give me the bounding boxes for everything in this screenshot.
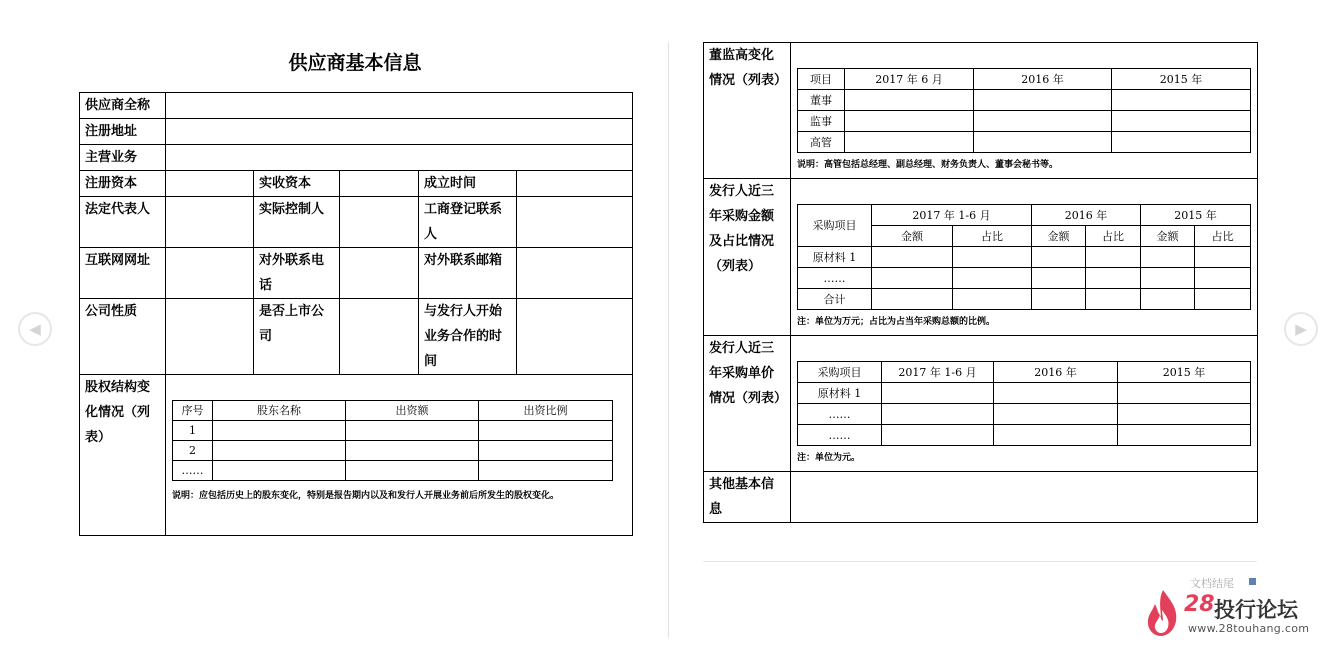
header-year: 2015 年 [1141, 205, 1251, 226]
next-page-button[interactable] [1284, 312, 1318, 346]
table-row [798, 111, 1251, 132]
equity-note: 说明：应包括历史上的股东变化，特别是报告期内以及和发行人开展业务前后所发生的股权变化。 [172, 491, 560, 501]
value-full-name [166, 93, 633, 119]
label-founded: 成立时间 [419, 171, 517, 197]
table-row [798, 383, 1251, 404]
table-row [80, 93, 633, 119]
header-year: 2015 年 [1112, 69, 1251, 90]
table-row [80, 299, 633, 375]
supplier-info-table-continued [703, 42, 1258, 523]
equity-table [172, 400, 613, 481]
value-paid-capital [340, 171, 419, 197]
header-shareholder: 股东名称 [213, 401, 346, 421]
value-legal-rep [166, 197, 254, 248]
value-reg-contact [517, 197, 633, 248]
directors-cell [791, 43, 1258, 179]
header-amount: 金额 [1141, 226, 1195, 247]
table-row [80, 248, 633, 299]
table-row [798, 205, 1251, 226]
header-ratio: 出资比例 [479, 401, 613, 421]
header-year: 2017 年 1-6 月 [882, 362, 994, 383]
table-row [798, 90, 1251, 111]
label-reg-contact: 工商登记联系人 [419, 197, 517, 248]
purchase-note: 注：单位为万元；占比为占当年采购总额的比例。 [797, 317, 996, 327]
table-row [798, 425, 1251, 446]
prev-page-button[interactable] [18, 312, 52, 346]
label-capital: 注册资本 [80, 171, 166, 197]
table-row [704, 472, 1258, 523]
label-business: 主营业务 [80, 145, 166, 171]
header-item: 采购项目 [798, 362, 882, 383]
table-row [798, 268, 1251, 289]
header-year: 2017 年 1-6 月 [872, 205, 1032, 226]
value-controller [340, 197, 419, 248]
value-ext-phone [340, 248, 419, 299]
table-row [173, 421, 613, 441]
row-label: 董事 [798, 90, 845, 111]
label-full-name: 供应商全称 [80, 93, 166, 119]
page-title: 供应商基本信息 [288, 52, 422, 74]
row-label: …… [798, 268, 872, 289]
header-year: 2016 年 [1032, 205, 1141, 226]
unit-price-note: 注：单位为元。 [797, 453, 861, 463]
table-row [798, 404, 1251, 425]
row-label: 高管 [798, 132, 845, 153]
directors-table [797, 68, 1251, 153]
chevron-left-icon: ◀ [29, 320, 41, 338]
page-divider [668, 42, 669, 638]
table-row [173, 401, 613, 421]
header-share: 占比 [953, 226, 1032, 247]
value-other [791, 472, 1258, 523]
unit-price-cell [791, 336, 1258, 472]
value-business [166, 145, 633, 171]
end-marker [1249, 578, 1256, 585]
table-row [704, 336, 1258, 472]
value-listed [340, 299, 419, 375]
supplier-info-table [79, 92, 633, 536]
table-row [173, 461, 613, 481]
header-share: 占比 [1195, 226, 1251, 247]
table-row [80, 171, 633, 197]
value-ext-email [517, 248, 633, 299]
label-legal-rep: 法定代表人 [80, 197, 166, 248]
header-amount: 金额 [872, 226, 953, 247]
flame-icon [1144, 588, 1182, 638]
chevron-right-icon: ▶ [1295, 320, 1307, 338]
table-row [704, 43, 1258, 179]
document-end-label: 文档结尾 [1190, 577, 1234, 590]
header-share: 占比 [1086, 226, 1141, 247]
label-website: 互联网网址 [80, 248, 166, 299]
label-ext-email: 对外联系邮箱 [419, 248, 517, 299]
header-item: 采购项目 [798, 205, 872, 247]
row-label: 原材料 1 [798, 383, 882, 404]
row-label: 合计 [798, 289, 872, 310]
row-seq: 2 [173, 441, 213, 461]
value-website [166, 248, 254, 299]
label-directors: 董监高变化情况（列表） [704, 43, 791, 179]
header-year: 2016 年 [974, 69, 1112, 90]
row-label: …… [798, 425, 882, 446]
table-row [798, 69, 1251, 90]
header-year: 2015 年 [1118, 362, 1251, 383]
row-seq: 1 [173, 421, 213, 441]
label-equity: 股权结构变化情况（列表） [80, 375, 166, 536]
value-coop-time [517, 299, 633, 375]
logo-name: 投行论坛 [1214, 598, 1298, 622]
header-amount: 金额 [1032, 226, 1086, 247]
table-row [80, 375, 633, 536]
row-label: …… [798, 404, 882, 425]
logo-number: 28 [1184, 592, 1215, 617]
label-nature: 公司性质 [80, 299, 166, 375]
table-row [798, 362, 1251, 383]
header-item: 项目 [798, 69, 845, 90]
label-address: 注册地址 [80, 119, 166, 145]
value-founded [517, 171, 633, 197]
row-seq: …… [173, 461, 213, 481]
header-year: 2017 年 6 月 [845, 69, 974, 90]
logo-url: www.28touhang.com [1188, 622, 1310, 635]
label-listed: 是否上市公司 [254, 299, 340, 375]
label-controller: 实际控制人 [254, 197, 340, 248]
purchase-cell [791, 179, 1258, 336]
table-row [173, 441, 613, 461]
directors-note: 说明：高管包括总经理、副总经理、财务负责人、董事会秘书等。 [797, 160, 1059, 170]
table-row [798, 247, 1251, 268]
header-seq: 序号 [173, 401, 213, 421]
row-label: 监事 [798, 111, 845, 132]
equity-cell [166, 375, 633, 536]
unit-price-table [797, 361, 1251, 446]
table-row [798, 289, 1251, 310]
label-purchase: 发行人近三年采购金额及占比情况（列表） [704, 179, 791, 336]
label-paid-capital: 实收资本 [254, 171, 340, 197]
table-row [80, 145, 633, 171]
table-row [798, 132, 1251, 153]
table-row [80, 119, 633, 145]
table-row [704, 179, 1258, 336]
label-coop-time: 与发行人开始业务合作的时间 [419, 299, 517, 375]
label-ext-phone: 对外联系电话 [254, 248, 340, 299]
forum-logo[interactable] [1144, 586, 1314, 640]
purchase-table [797, 204, 1251, 310]
value-capital [166, 171, 254, 197]
header-contribution: 出资额 [346, 401, 479, 421]
end-divider [703, 561, 1257, 562]
row-label: 原材料 1 [798, 247, 872, 268]
label-other: 其他基本信息 [704, 472, 791, 523]
header-year: 2016 年 [994, 362, 1118, 383]
value-nature [166, 299, 254, 375]
label-unit-price: 发行人近三年采购单价情况（列表） [704, 336, 791, 472]
table-row [80, 197, 633, 248]
value-address [166, 119, 633, 145]
